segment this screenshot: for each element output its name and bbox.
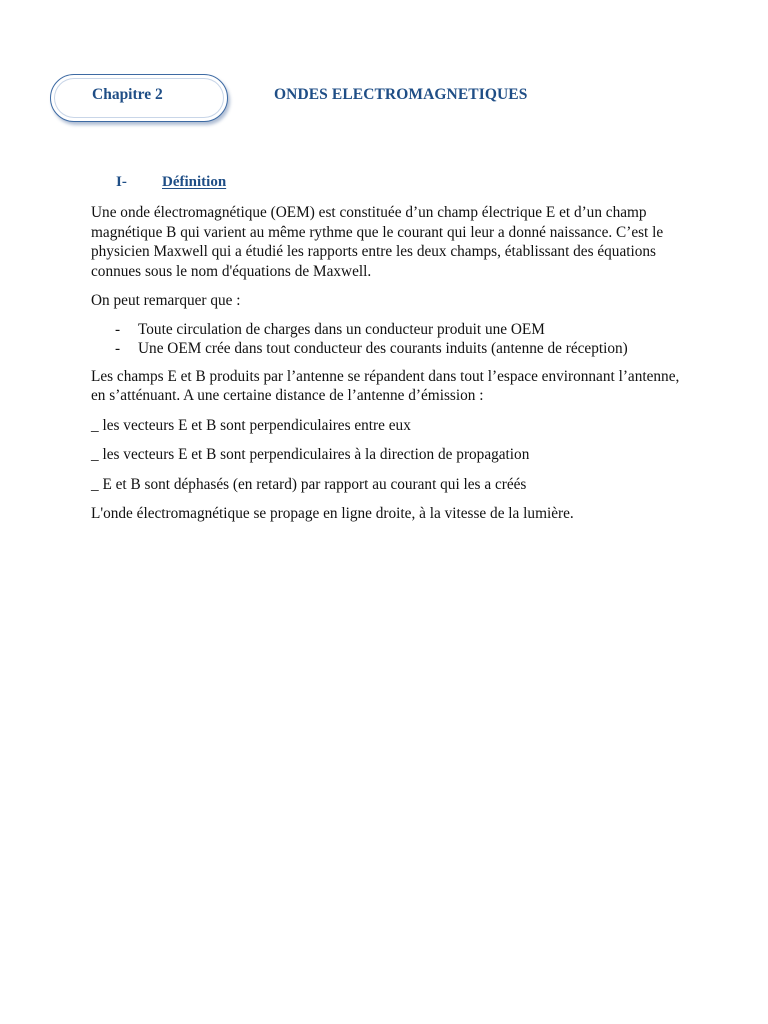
list-item-text: Toute circulation de charges dans un conducteur produit une OEM (138, 320, 545, 338)
paragraph: Une onde électromagnétique (OEM) est constituée d’un champ électrique E et d’un champ magnétique B qui varient au même rythme que le courant qui leur a donné naissance. C’est le physicien Maxwell qui a étudié les rapports entre les deux champs, établissant des équations connues sous le nom d'équations de Maxwell. (91, 204, 664, 280)
paragraph: L'onde électromagnétique se propage en ligne droite, à la vitesse de la lumière. (91, 505, 574, 522)
paragraph: Les champs E et B produits par l’antenne se répandent dans tout l’espace environnant l’antenne, en s’atténuant. A une certaine distance de l’antenne d’émission : (91, 367, 680, 404)
property-item: _ E et B sont déphasés (en retard) par rapport au courant qui les a créés (91, 475, 527, 493)
chapter-label: Chapitre 2 (92, 86, 163, 103)
bullet-marker: - (115, 340, 121, 357)
section-title: Définition (162, 174, 227, 190)
section-body (91, 203, 691, 534)
bullet-marker: - (115, 320, 121, 338)
chapter-title: ONDES ELECTROMAGNETIQUES (274, 86, 528, 103)
paragraph: On peut remarquer que : (91, 292, 241, 309)
bullet-list (91, 320, 691, 359)
list-item (91, 320, 691, 340)
property-item: _ les vecteurs E et B sont perpendiculaires à la direction de propagation (91, 446, 530, 463)
list-item (91, 339, 691, 359)
list-item-text: Une OEM crée dans tout conducteur des courants induits (antenne de réception) (138, 340, 628, 357)
section-number: I- (116, 174, 127, 190)
section-heading (116, 174, 226, 191)
property-item: _ les vecteurs E et B sont perpendiculaires entre eux (91, 416, 411, 434)
